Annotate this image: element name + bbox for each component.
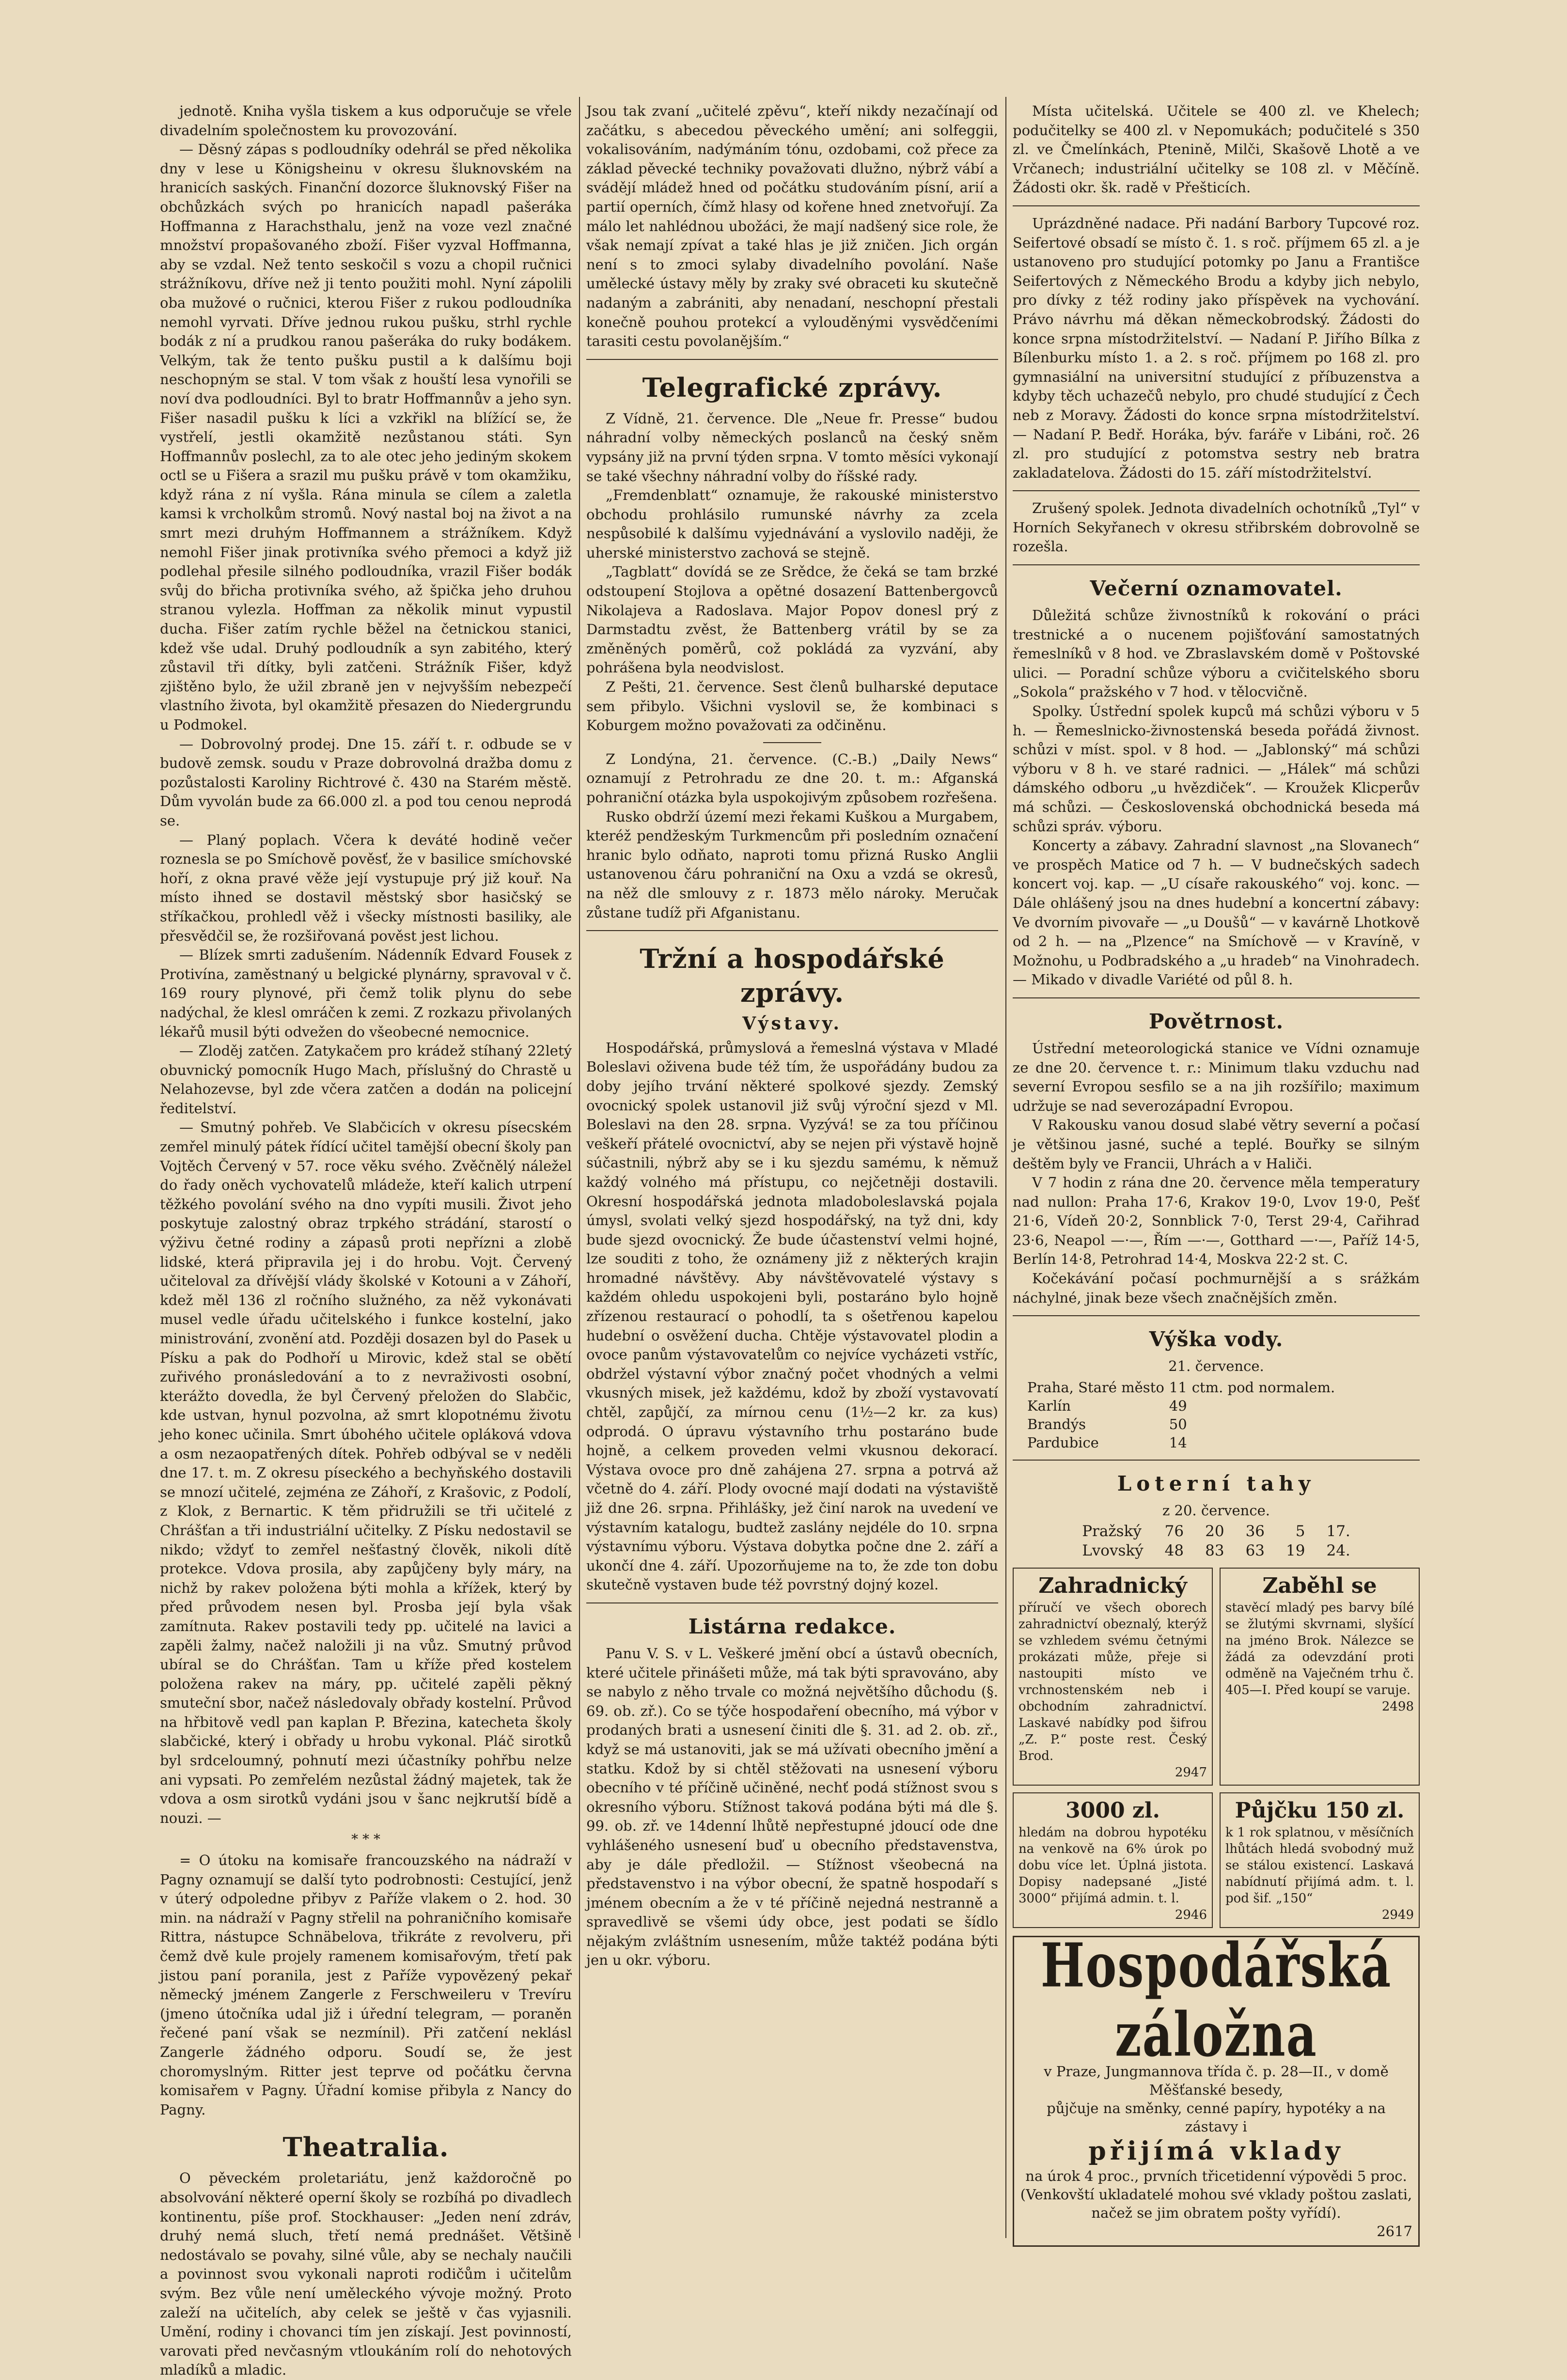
telegraph-item: Rusko obdrží území mezi řekami Kuškou a Murgabem, kteréž pendžeským Turkmencům při posledním označení hranic bylo odňato, naproti tomu přizná Rusko Anglii ustanovenou čáru pohraniční na Oxu a vzdá se okresů, na něž dle smlouvy z r. 1873 mělo nároky. Meručak zůstane tudíž při Afganistanu. xyxy=(586,808,998,921)
weather-paragraph: V 7 hodin z rána dne 20. července měla temperatury nad nullon: Praha 17·6, Krakov 19·0, Lvov 19·0, Pešť 21·6, Vídeň 20·2, Sonnblick 7·0, Terst 29·4, Cařihrad 23·6, Neapol —·—, Řím —·—, Gotthard —·—, Paříž 14·5, Berlín 14·8, Petrohrad 14·4, Moskva 22·2 st. C. xyxy=(1013,1174,1420,1268)
ad-text: hledám na dobrou hypotéku na venkově na 6% úrok po dobu více let. Úplná jistota. Dopisy nadepsané „Jisté 3000“ přijímá admin. t. l. xyxy=(1019,1825,1207,1906)
lottery-table xyxy=(1071,1522,1361,1560)
notice-paragraph: Koncerty a zábavy. Zahradní slavnost „na Slovanech“ ve prospěch Matice od 7 h. — V budnečských sadech koncert voj. kap. — „U císaře rakouského“ voj. konc. — Dále ohlášený jsou na dnes hudební a koncertní zábavy: Ve dvorním pivovaře — „u Doušů“ — v kavárně Lhotkově od 2 h. — na „Plzence“ na Smíchově — v Kravíně, v Možnohu, u Podbradského a „u hradeb“ na Vinohradech. — Mikado v divadle Variété od půl 8. h. xyxy=(1013,837,1420,988)
divider xyxy=(1013,1315,1420,1316)
ad-title: Zahradnický xyxy=(1038,1573,1187,1598)
table-row: Lvovský 48 83 63 19 24. xyxy=(1082,1542,1350,1560)
notice-paragraph: Zrušený spolek. Jednota divadelních ochotníků „Tyl“ v Horních Sekyřanech v okresu střibrském dobrovolně se rozešla. xyxy=(1013,500,1420,555)
bank-advertisement xyxy=(1013,1929,1420,2247)
weather-paragraph: Kočekávání počasí pochmurnější a s srážkám náchylné, jinak beze všech značnějších změn. xyxy=(1013,1270,1420,1306)
bank-interest: na úrok 4 proc., prvních třicetidenní výpovědi 5 proc. xyxy=(1025,2167,1407,2184)
section-heading-theatre: Theatralia. xyxy=(282,2131,449,2163)
telegraph-item: Z Vídně, 21. července. Dle „Neue fr. Presse“ budou náhradní volby německých poslanců na český sněm vypsány již na první týden srpna. V tomto měsíci vykonají se také všechny náhradní volby do říšské rady. xyxy=(586,410,998,484)
column-rule xyxy=(1005,97,1006,2238)
section-heading-letters: Listárna redakce. xyxy=(688,1614,896,1638)
ad-title: 3000 zl. xyxy=(1066,1798,1160,1823)
article-paragraph: — Děsný zápas s podloudníky odehrál se před několika dny v lese u Königsheinu v okresu šluknovském na hranicích saských. Finanční dozorce šluknovský Fišer na obchůzkách svých po hranicích napadl pašeráka Hoffmanna z Harachsthalu, jenž na voze vezl značné množství propašovaného zboží. Fišer vyzval Hoffmanna, aby se vzdal. Než tento seskočil s vozu a chopil ručnici strážníkovu, dříve než ji tento použiti mohl. Nyní zápolili oba mužové o ručnici, kterou Fišer z rukou podloudníka nemohl vyrvati. Dříve jednou rukou pušku, strhl rychle bodák z ní a prudkou ranou pašeráka do ruky bodákem. Velkým, tak že tento pušku pustil a k dalšímu boji neschopným se stal. V tom však z houští lesa vynořili se noví dva podloudníci. Byl to bratr Hoffmannův a jeho syn. Fišer nasadil pušku k líci a vzkřikl na blížící se, že vystřelí, jestli okamžitě nezůstanou státi. Syn Hoffmannův poslechl, za to ale otec jeho jediným skokem octl se u Fišera a srazil mu pušku právě v tom okamžiku, když rána z ní vyšla. Rána minula se cílem a zaletla kamsi k vrcholkům stromů. Nový nastal boj na život a na smrt mezi druhým Hoffmannem a strážníkem. Když nemohl Fišer jinak protivníka svého přemoci a když již podlehal přesile silného podloudníka, vrazil Fišer bodák svůj do břicha protivníka svého, až špička jeho druhou stranou vylezla. Hoffman za několik minut vypustil ducha. Fišer zatím rychle běžel na četnickou stanici, kdež vše udal. Druhý podloudník a syn zabitého, který zůstavil tři dítky, byli zatčeni. Strážník Fišer, když zjištěno bylo, že užil zbraně jen v nejvyšším nebezpečí vlastního života, byl okamžitě přesazen do Niedergrundu u Podmokel. xyxy=(160,141,572,733)
telegraph-item: „Fremdenblatt“ oznamuje, že rakouské ministerstvo obchodu prohlásilo rumunské návrhy za zcela nespůsobilé k dalšímu vyjednávání a vyslovilo naději, že uherské ministerstvo zachová se stejně. xyxy=(586,487,998,561)
ad-number: 2946 xyxy=(1175,1907,1207,1922)
column-left xyxy=(160,102,572,2380)
article-paragraph: Panu V. S. v L. Veškeré jmění obcí a ústavů obecních, které učitele přinášeti může, má tak býti spravováno, aby se nabylo z něho trvale co možná největšího důchodu (§. 69. ob. zř.). Co se týče hospodaření obecního, má výbor v prodaných brati a usnesení činiti dle §. 31. ad 2. ob. zř., když se má ustanoviti, jak se má užívati obecního jmění a statku. Kdož by si chtěl stěžovati na usnesení výboru obecního v té příčině učiněné, nechť podá stížnost svou s okresního výboru. Stížnost taková podána býti má dle §. 99. ob. zř. ve 14denní lhůtě nepřestupné jdoucí ode dne vyhlášeného usnesení buď u obecního představenstva, aby je dále předložil. — Stížnost všeobecná na představenstvo i na výbor obecní, že spatně hospodaří s jménem obecním a že v té příčině nejedná nestranně a spravedlivě se všemi údy obce, jest podati se šídlo nějakým zvláštním usnesením, může taktéž podána býti jen u okr. výboru. xyxy=(586,1645,998,1969)
divider xyxy=(763,742,821,743)
article-paragraph: = O útoku na komisaře francouzského na nádraží v Pagny oznamují se další tyto podrobnosti: Cestující, jenž v úterý odpoledne přibyv z Paříže vlakem o 2. hod. 30 min. na nádraží v Pagny střelil na pohraničního komisaře Rittra, nástupce Schnäbelova, třikráte z revolveru, při čemž dvě kule projely ramenem komisařovým, třetí pak jistou paní poranila, jest z Paříže vypovězený pekař německý jménem Zangerle z Ferschweileru v Trevíru (jmeno útočníka udal již i úřední telegram, — poraněn řečené paní však se nezmínil). Při zatčení neklásl Zangerle žádného odporu. Soudí se, že jest choromyslným. Ritter jest teprve od počátku června komisařem v Pagny. Úřadní komise přibyla z Nancy do Pagny. xyxy=(160,1852,572,2118)
ad-lost-dog xyxy=(1220,1568,1420,1786)
ad-number: 2617 xyxy=(1377,2223,1412,2240)
water-level-table xyxy=(1027,1378,1340,1452)
bank-banner: Hospodářská záložna xyxy=(1040,1929,1392,2070)
notice-paragraph: Uprázdněné nadace. Při nadání Barbory Tupcové roz. Seifertové obsadí se místo č. 1. s roč. příjmem 65 zl. a je ustanoveno pro studující potomky po Janu a Františce Seifertových z Německého Brodu a kdyby jich nebylo, pro dívky z též rodiny jako příspěvek na vychování. Právo návrhu má děkan německobrodský. Žádosti do konce srpna místodržitelství. — Nadaní P. Jiřího Bílka z Bílenburku místo 1. a 2. s roč. příjmem po 168 zl. pro gymnasiální na universitní studující z příbuzenstva a kdyby těch uchazečů nebylo, pro chudé studující z Čech neb z Moravy. Žádosti do konce srpna místodržitelství. — Nadaní P. Bedř. Horáka, býv. faráře v Libáni, roč. 26 zl. pro studující z potomstva sestry neb bratra zakladatelova. Žádosti do 15. září místodržitelství. xyxy=(1013,215,1420,481)
water-date: 21. července. xyxy=(1168,1358,1264,1375)
ad-loan-3000 xyxy=(1013,1792,1213,1928)
ad-text: k 1 rok splatnou, v měsíčních lhůtách hledá svobodný muž se stálou existencí. Laskavá nabídnutí přijímá adm. t. l. pod šif. „150“ xyxy=(1225,1825,1414,1906)
column-middle xyxy=(586,102,998,1970)
article-paragraph: O pěveckém proletariátu, jenž každoročně po absolvování některé operní školy se rozbíhá po divadlech kontinentu, píše prof. Stockhauser: „Jeden není zdráv, druhý nemá sluch, třetí nemá prednášet. Většině nedostávalo se povahy, silné vůle, aby se nechaly naučili a povinnost svou vykonali naproti rodičům i učitelům svým. Bez vůle není uměleckého vývoje možný. Proto zaleží na učitelích, aby celek se ještě v čas vyjasnili. Umění, rodiny i chovanci tím jen získají. Jest povinností, varovati před nevčasným vtloukáním rolí do nehotových mladíků a mladic. xyxy=(160,2170,572,2379)
article-paragraph: — Zloděj zatčen. Zatykačem pro krádež stíhaný 22letý obuvnický pomocník Hugo Mach, příslušný do Chrastě u Nelahozevse, byl zde včera zatčen a dodán na policejní ředitelství. xyxy=(160,1042,572,1117)
weather-paragraph: Ústřední meteorologická stanice ve Vídni oznamuje ze dne 20. července t. r.: Minimum tlaku vzduchu nad severní Evropou sesfilo se a na jih rozšířilo; maximum udržuje se nad severozápadní Evropou. xyxy=(1013,1040,1420,1114)
ad-text: stavěcí mladý pes barvy bílé se žlutými skvrnami, slyšící na jméno Brok. Nálezce se žádá za odevzdání proti odměně na Vaječném trhu č. 405—I. Před koupí se varuje. xyxy=(1225,1600,1414,1697)
ads-row xyxy=(1013,1792,1420,1928)
article-paragraph: Jsou tak zvaní „učitelé zpěvu“, kteří nikdy nezačínají od začátku, s abecedou pěveckého umění; ani solfeggii, vokalisováním, nadýmáním tónu, ozdobami, což přece za základ pěvecké techniky považovati dlužno, nýbrž vábí a svádějí mládež hned od počátku studováním písní, arií a partií operních, čímž hlasy od kořene hned znetvořují. Za málo let nahlédnou ubožáci, že mají nadšený sice role, že však nemají zpívat a také hlas je již zničen. Jich orgán není s to zmoci sylaby divadelního povolání. Naše umělecké ústavy měly by zraky své obraceti ku skutečně nadaným a zabrániti, aby nenadaní, neschopní přestali konečně pouhou protekcí a vylouděnými vysvědčeními tarasiti cestu povolanějším.“ xyxy=(586,103,998,350)
notice-paragraph: Spolky. Ústřední spolek kupců má schůzi výboru v 5 h. — Řemeslnicko-živnostenská beseda pořádá živnost. schůzi v míst. spol. v 8 hod. — „Jablonský“ má schůzi výboru v 8 h. ve staré radnici. — „Hálek“ má schůzi dámského odboru „u hvězdiček“. — Kroužek Klicperův má schůzi. — Československá obchodnická beseda má schůzi správ. výboru. xyxy=(1013,703,1420,835)
divider xyxy=(1013,564,1420,565)
ads-row xyxy=(1013,1568,1420,1786)
ad-gardener xyxy=(1013,1568,1213,1786)
section-heading-water: Výška vody. xyxy=(1149,1327,1284,1352)
table-row: Brandýs 50 xyxy=(1027,1416,1187,1432)
lottery-date: z 20. července. xyxy=(1162,1502,1270,1519)
section-heading-lottery: Loterní tahy xyxy=(1117,1471,1316,1495)
ad-title: Půjčku 150 zl. xyxy=(1235,1798,1405,1823)
weather-paragraph: V Rakousku vanou dosud slabé větry severní a počasí je většinou jasné, suché a teplé. Bouřky se silným deštěm byly ve Francii, Uhrách a v Haliči. xyxy=(1013,1117,1420,1172)
notice-paragraph: Důležitá schůze živnostníků k rokování o práci trestnické a o nucenem pojišťování samostatných řemeslníků v 8 hod. ve Zbraslavském domě v Poštovské ulici. — Poradní schůze výboru a cvičitelského sboru „Sokola“ pražského v 7 hod. v tělocvičně. xyxy=(1013,607,1420,700)
divider xyxy=(1013,1460,1420,1461)
divider xyxy=(586,359,998,360)
bank-services: půjčuje na směnky, cenné papíry, hypotéky a na zástavy i xyxy=(1047,2100,1386,2135)
divider xyxy=(1013,490,1420,491)
table-row: Pražský 76 20 36 5 17. xyxy=(1082,1523,1350,1540)
article-paragraph: — Planý poplach. Včera k deváté hodině večer roznesla se po Smíchově pověsť, že v basilice smíchovské hoří, z okna pravé věže její vystupuje prý již kouř. Na místo ihned se dostavil městský sbor hasičský se stříkačkou, prohledl věž i všecky místnosti basiliky, ale přesvědčil se, že rozšiřovaná pověst jest lichou. xyxy=(160,831,572,944)
notice-paragraph: Místa učitelská. Učitele se 400 zl. ve Khelech; podučitelky se 400 zl. v Nepomukách; podučitelé s 350 zl. ve Čmelínkách, Ptenině, Milči, Skašově Lhotě a ve Vrčanech; industriální učitelky se 108 zl. v Měčíně. Žádosti okr. šk. radě v Přešticích. xyxy=(1013,103,1420,196)
column-rule xyxy=(579,97,580,2238)
section-heading-telegraph: Telegrafické zprávy. xyxy=(642,372,942,403)
ad-loan-150 xyxy=(1220,1792,1420,1928)
divider xyxy=(1013,997,1420,998)
ad-number: 2947 xyxy=(1175,1765,1207,1780)
section-heading-evening: Večerní oznamovatel. xyxy=(1090,576,1343,601)
divider xyxy=(1013,205,1420,206)
table-row: Karlín 49 xyxy=(1027,1397,1187,1414)
article-paragraph: — Smutný pohřeb. Ve Slabčicích v okresu písecském zemřel minulý pátek řídící učitel tamější obecní školy pan Vojtěch Červený v 57. roce věku svého. Zvěčnělý náležel do řady oněch vychovatelů mládeže, kteří kalich utrpení těžkého povolání svého na dno vypíti musili. Život jeho poskytuje zalostný obraz trpkého strádání, starostí o výživu četné rodiny a zápasů proti nepřízni a zlobě lidské, která připravila jej i do hrobu. Vojt. Červený učiteloval za dřívější vlády školské v Kotouni a v Záhoří, kdež měl 136 zl ročního služného, za něž vykonávati musel vedle úřadu učitelského i funkce kostelní, jako ministrování, zvonění atd. Později dosazen byl do Pasek u Písku a pak do Podhoří u Mirovic, kdež stal se obětí zuřivého pronásledování a to z nevraživosti osobní, kterážto dovedla, že byl Červený přeložen do Slabčic, kde ustvan, hynul pozvolna, až smrt klopotnému životu jeho konec učinila. Smrt úbohého učitele opláková vdova a osm nezaopatřených dítek. Pohřeb odbýval se v neděli dne 17. t. m. Z okresu píseckého a bechyňského dostavili se mnozí učitelé, zejména ze Záhoří, z Krašovic, z Podolí, z Klok, z Bernartic. K těm přidružili se tři učitelé z Chrášťan a tři industriální učitelky. Z Písku nedostavil se nikdo; vždyť to zemřel nešťastný člověk, nikoli dítě protekce. Vdova prosila, aby zapůjčeny byly máry, na nichž by rakev položena býti mohla a křížek, který by před průvodem nesen byl. Prosba její byla však zamítnuta. Rakev postavili tedy pp. učitelé na lavici a zapěli žalmy, načež naložili ji na vůz. Smutný průvod ubíral se do Chrášťan. Tam u kříže před kostelem položena rakev na máry, pp. učitelé zapěli pěkný smuteční sbor, načež následovaly obřady kostelní. Průvod na hřbitově vedl pan kaplan P. Březina, katecheta školy slabčické, který i obřady u hrobu vykonal. Pláč sirotků byl srdceloumný, pohnutí mezi účastníky pohřbu nelze ani vypsati. Po zemřelém nezůstal žádný majetek, tak že vdova a osm sirotků vydáni jsou v šanc nejkrutší bídě a nouzi. — xyxy=(160,1119,572,1826)
telegraph-item: Z Londýna, 21. července. (C.-B.) „Daily News“ oznamují z Petrohradu ze dne 20. t. m.: Afganská pohraniční otázka byla uspokojivým způsobem rozřešena. xyxy=(586,750,998,806)
telegraph-item: Z Pešti, 21. července. Sest členů bulharské deputace sem přibylo. Všichni vyslovil se, že kombinaci s Koburgem možno považovati za odčiněnu. xyxy=(586,679,998,734)
section-stars: * * * xyxy=(351,1831,380,1848)
bank-note: (Venkovští ukladatelé mohou své vklady poštou zaslati, načež se jim obratem pošty vyřídí). xyxy=(1020,2186,1412,2221)
table-row: Praha, Staré město 11 ctm. pod normalem. xyxy=(1027,1379,1335,1396)
article-paragraph: — Dobrovolný prodej. Dne 15. září t. r. odbude se v budově zemsk. soudu v Praze dobrovolná dražba domu z pozůstalosti Karoliny Richtrové č. 430 na Starém městě. Dům vyvolán bude za 66.000 zl. a pod tou cenou neprodá se. xyxy=(160,735,572,829)
article-paragraph: — Blízek smrti zadušením. Nádenník Edvard Fousek z Protivína, zaměstnaný u belgické plynárny, spravoval v č. 169 roury plynové, při čemž tolik plynu do sebe nadýchal, že klesl omráčen k zemi. Z rozkazu přivolaných lékařů musil býti odvežen do všeobecné nemocnice. xyxy=(160,947,572,1040)
ad-text: příručí ve všech oborech zahradnictví obeznalý, kterýž se vzhledem svému četnými prokázati může, přeje si nastoupiti místo ve vrchnostenském neb i obchodním zahradnictví. Laskavé nabídky pod šifrou „Z. P.“ poste rest. Český Brod. xyxy=(1019,1600,1207,1763)
ad-title: Zaběhl se xyxy=(1262,1573,1377,1598)
column-right xyxy=(1013,102,1420,2247)
bank-address: v Praze, Jungmannova třída č. p. 28—II., v domě Měšťanské besedy, xyxy=(1044,2063,1389,2098)
ad-number: 2949 xyxy=(1381,1907,1414,1922)
ad-number: 2498 xyxy=(1381,1699,1414,1714)
bank-deposits-heading: přijímá vklady xyxy=(1088,2136,1344,2166)
telegraph-item: „Tagblatt“ dovídá se ze Srědce, že čeká se tam brzké odstoupení Stojlova a opětné dosazení Battenbergovců Nikolajeva a Radoslava. Major Popov donesl prý z Darmstadtu zvěst, že Battenberg vrátil by se za změněných poměrů, což pokládá za vyzvání, aby pohrášena byla neodvislost. xyxy=(586,563,998,676)
divider xyxy=(586,1602,998,1603)
article-paragraph: Hospodářská, průmyslová a řemeslná výstava v Mladé Boleslavi oživena bude též tím, že uspořádány budou za doby jejího trvání některé spolkové sjezdy. Zemský ovocnický spolek ustanovil již svůj výroční sjezd v Ml. Boleslavi na den 28. srpna. Vyzývá! se za tou příčinou veškeří přátelé ovocnictví, aby se nejen při výstavě hojně súčastnili, nýbrž aby se i ku sjezdu samému, k němuž každý volného má přístupu, co nejčetněji dostavili. Okresní hospodářská jednota mladoboleslavská pojala úmysl, svolati velký sjezd hospodářský, na tyž dni, kdy bude sjezd ovocnický. Že bude účastenství velmi hojné, lze souditi z toho, že oznámeny již z některých krajin hromadné návštěvy. Aby návštěvovatelé výstavy s každém ohledu uspokojeni byli, postaráno bylo hojně zřízenou restaurací o pohodlí, ta s ošetřenou kapelou hudební o osvěžení ducha. Chtěje výstavovatel plodin a ovoce panům výstavovatelům co nejvíce vycházeti vstříc, obdržel výstavní výbor značný počet vhodných a velmi vkusných misek, jež každému, kdož by zboží vystavovatí chtěl, zapůjčí, za mírnou cenu (1½—2 kr. za kus) odprodá. O úpravu výstavního trhu postaráno bude hojně, a celkem proveden velmi vkusnou dekorací. Výstava ovoce pro dně zahájena 27. srpna a potrvá až včetně do 4. září. Plody ovocné mají dodati na výstaviště již dne 26. srpna. Přihlášky, jež činí narok na uvedení ve výstavním katalogu, budtež zaslány nejdéle do 10. srpna výstavnímu výboru. Výstava dobytka počne dne 2. září a ukončí dne 4. září. Upozorňujeme na to, že zde ton dobu skutečně vystaven bude též povrstný dojný kozel. xyxy=(586,1039,998,1593)
table-row: Pardubice 14 xyxy=(1027,1434,1187,1451)
article-paragraph: jednotě. Kniha vyšla tiskem a kus odporučuje se vřele divadelním společnostem ku provozování. xyxy=(160,103,572,139)
section-subheading: Výstavy. xyxy=(742,1013,842,1034)
section-heading-market: Tržní a hospodářské zprávy. xyxy=(640,943,945,1009)
section-heading-weather: Povětrnost. xyxy=(1148,1009,1284,1033)
divider xyxy=(586,930,998,931)
